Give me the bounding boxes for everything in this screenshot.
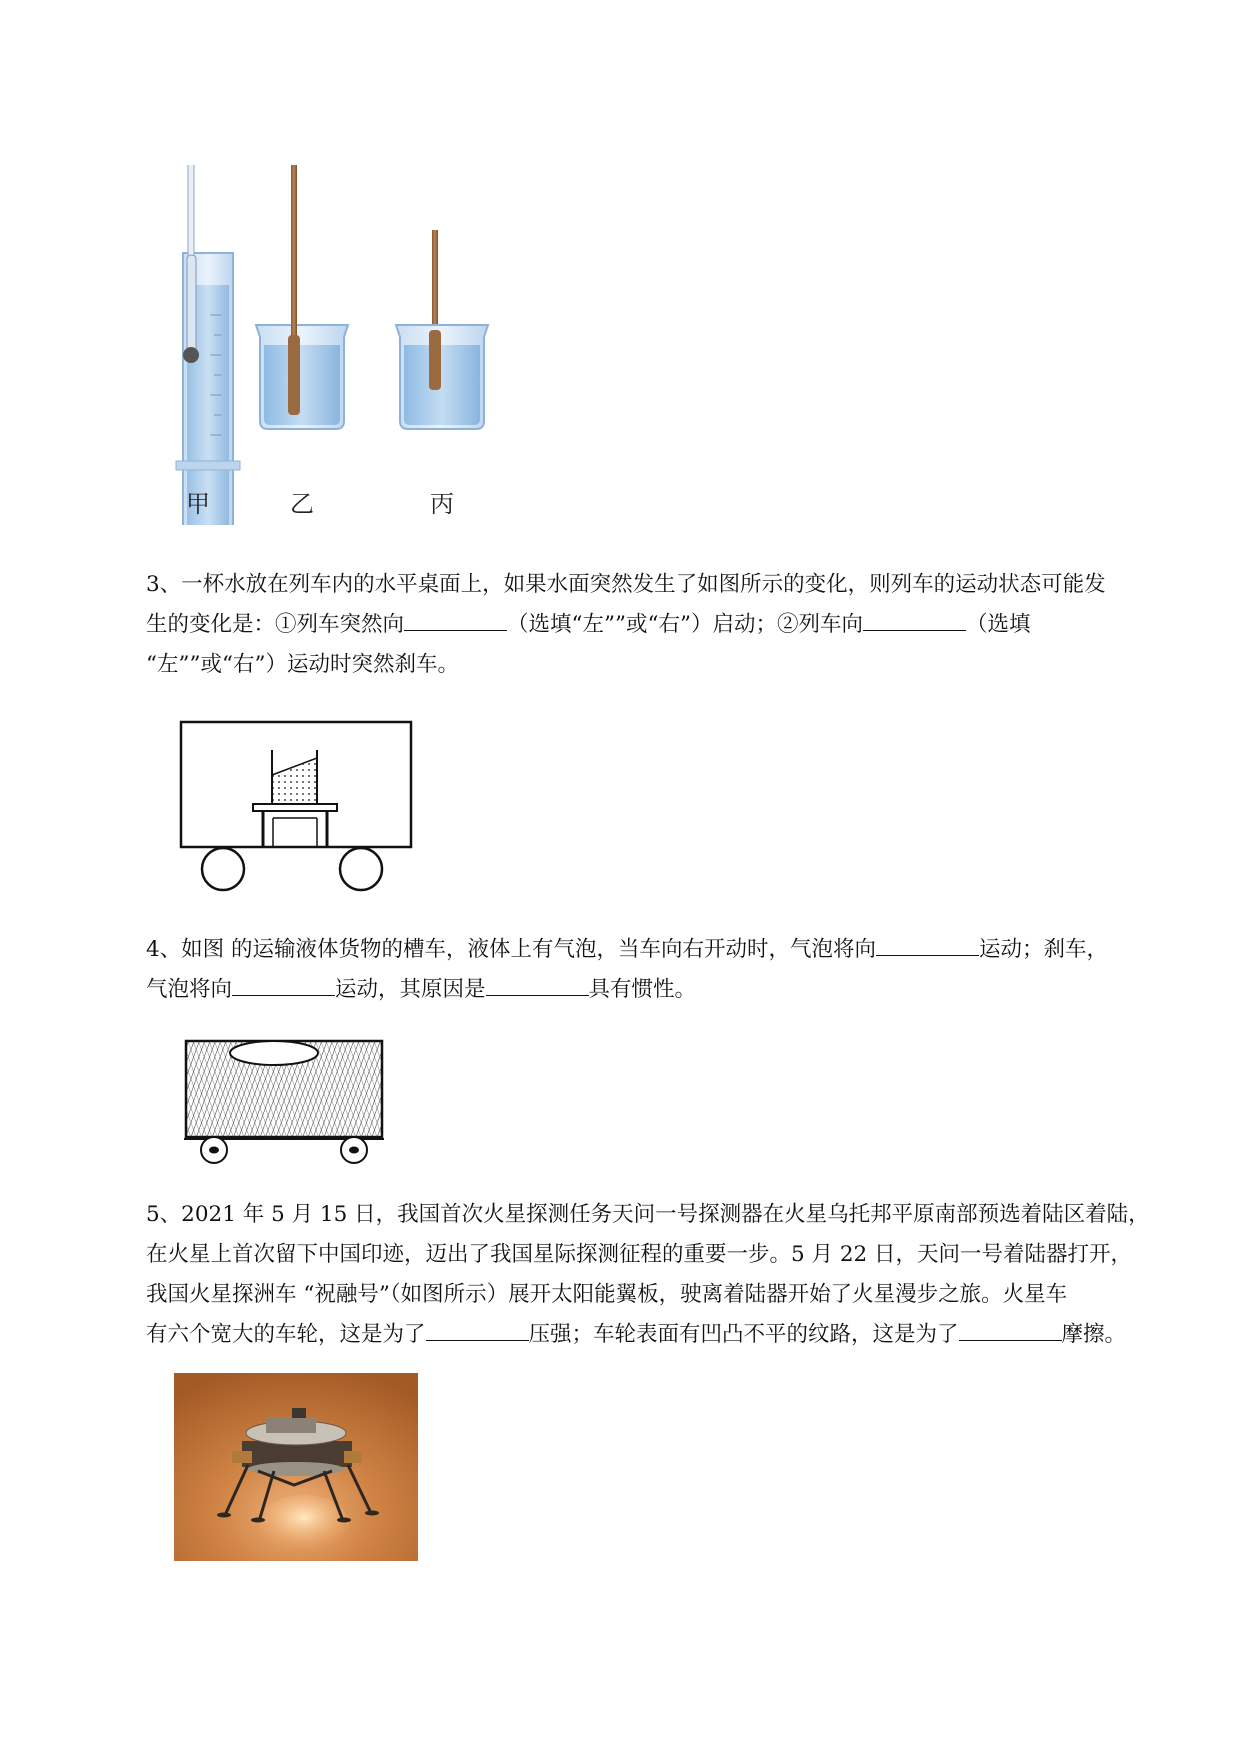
- q5-line4: [146, 1315, 1156, 1355]
- question-5: [146, 1195, 1156, 1355]
- beaker-yi: [256, 165, 348, 429]
- label-bing: 丙: [430, 490, 454, 518]
- figure-train-cup: [175, 720, 425, 895]
- q4-text: 运动；刹车，: [979, 937, 1109, 962]
- q5-line3: 我国火星探洲车 “祝融号”（如图所示）展开太阳能翼板，驶离着陆器开始了火星漫步之旅。火星车: [146, 1282, 1068, 1307]
- answer-blank[interactable]: [959, 1318, 1062, 1341]
- question-3: [146, 565, 1156, 685]
- label-jia: 甲: [186, 490, 210, 518]
- q5-line2: 在火星上首次留下中国印迹，迈出了我国星际探测征程的重要一步。5 月 22 日，天问一号着陆器打开，: [146, 1242, 1133, 1267]
- q3-text: 生的变化是：①列车突然向: [146, 612, 405, 637]
- figure-densimeter-beakers: [170, 165, 540, 525]
- q4-text: 运动，其原因是: [335, 977, 486, 1002]
- answer-blank[interactable]: [863, 608, 966, 631]
- q4-line2: [146, 970, 1156, 1010]
- answer-blank[interactable]: [876, 933, 979, 956]
- q5-line1: 5、2021 年 5 月 15 日，我国首次火星探测任务天问一号探测器在火星乌托邦平原南部预选着陆区着陆，: [146, 1202, 1150, 1227]
- question-4: [146, 930, 1156, 1010]
- q4-text: 4、如图 的运输液体货物的槽车，液体上有气泡，当车向右开动时，气泡将向: [146, 937, 877, 962]
- answer-blank[interactable]: [486, 973, 589, 996]
- mars-lander-photo: [174, 1373, 418, 1561]
- q3-text: （选填“左””或“右”）启动；②列车向: [507, 612, 863, 637]
- q4-text: 具有惯性。: [588, 977, 697, 1002]
- answer-blank[interactable]: [232, 973, 335, 996]
- measuring-cylinder: [176, 165, 240, 525]
- figure-tanker-bubble: [180, 1035, 390, 1165]
- q5-text: 摩擦。: [1061, 1322, 1127, 1347]
- q3-line1: 3、一杯水放在列车内的水平桌面上，如果水面突然发生了如图所示的变化，则列车的运动状态可能发: [146, 572, 1106, 597]
- q4-text: 气泡将向: [146, 977, 233, 1002]
- q3-line3: “左””或“右”）运动时突然刹车。: [146, 652, 459, 677]
- q4-line1: [146, 930, 1156, 970]
- q5-text: 有六个宽大的车轮，这是为了: [146, 1322, 426, 1347]
- answer-blank[interactable]: [404, 608, 507, 631]
- q5-text: 压强；车轮表面有凹凸不平的纹路，这是为了: [528, 1322, 959, 1347]
- q3-line2: [146, 605, 1156, 645]
- beaker-bing: [396, 230, 488, 429]
- q3-text: （选填: [965, 612, 1031, 637]
- answer-blank[interactable]: [426, 1318, 529, 1341]
- label-yi: 乙: [290, 490, 314, 518]
